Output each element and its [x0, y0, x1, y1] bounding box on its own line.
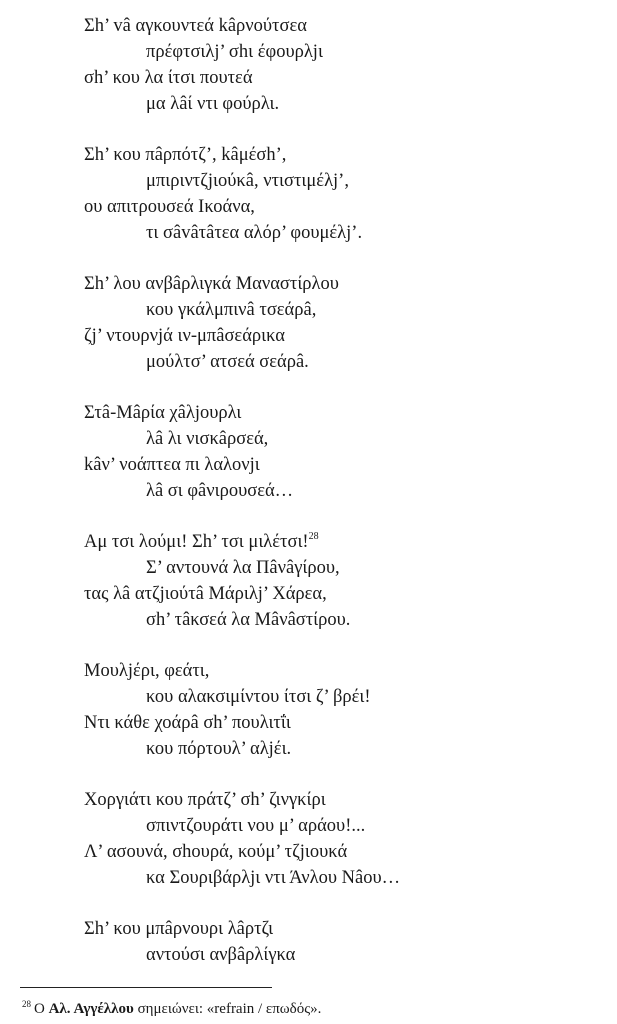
stanza-4 [84, 400, 604, 504]
poem-line: Μουλjέρι, φεάτι, [84, 661, 210, 681]
stanza-7 [84, 787, 604, 891]
poem-line: κου αλακσιμίντου ίτσι ζ’ βρέι! [146, 687, 371, 707]
poem-line-text: Αμ τσι λούμι! Σh’ τσι μιλέτσι! [84, 532, 309, 552]
poem-line: Ντι κάθε χοάρâ σh’ πουλιτΐι [84, 713, 291, 733]
stanza-8 [84, 916, 604, 968]
poem-line: Σh’ κου μπâρνουρι λâρτζι [84, 919, 274, 939]
poem-line: μούλτσ’ ατσεά σεάρâ. [146, 352, 309, 372]
poem-line: Χοργιάτι κου πράτζ’ σh’ ζινγκίρι [84, 790, 326, 810]
poem-line: λâ σι φâνιρουσεά… [146, 481, 294, 501]
poem-line: κου πόρτουλ’ αλjέι. [146, 739, 292, 759]
footnote-divider [20, 987, 272, 988]
footnote-prefix: Ο [34, 1001, 45, 1017]
poem-line: Σh’ κου πâρπότζ’, kâμέσh’, [84, 145, 287, 165]
footnote-text: σημειώνει: «refrain / επωδός». [137, 1001, 322, 1017]
poem-line: κα Σουριβάρλjι ντι Άνλου Νâου… [146, 868, 401, 888]
footnote [22, 999, 321, 1019]
poem-line: Στâ-Μâρία χâλjουρλι [84, 403, 242, 423]
poem-line: κου γκάλμπινâ τσεάρâ, [146, 300, 317, 320]
poem-line: Σh’ vâ αγκουντεά kâρνούτσεα [84, 16, 307, 36]
poem-line: Σh’ λου ανβâρλιγκά Μαναστίρλου [84, 274, 339, 294]
poem-line: τας λâ ατζjιούτâ Μάριλj’ Χάρεα, [84, 584, 327, 604]
poem-line: τι σâvâτâτεα αλόρ’ φουμέλj’. [146, 223, 363, 243]
poem-line: μπιριντζjιούκâ, ντιστιμέλj’, [146, 171, 349, 191]
stanza-5 [84, 529, 604, 633]
poem-line: σh’ τâκσεά λα Μâνâστίρου. [146, 610, 351, 630]
poem-line: Λ’ ασουνά, σhουρά, κούμ’ τζjιουκά [84, 842, 348, 862]
poem-line: σh’ κου λα ίτσι πουτεά [84, 68, 253, 88]
footnote-reference[interactable]: 28 [308, 530, 319, 542]
poem-line: σπιντζουράτι νου μ’ αράου!... [146, 816, 366, 836]
poem-line: ζj’ ντουρνjά ιν-μπâσεάρικα [84, 326, 285, 346]
stanza-6 [84, 658, 604, 762]
footnote-author: Αλ. Αγγέλλου [48, 1001, 134, 1017]
poem-line: λâ λι νισκâρσεά, [146, 429, 269, 449]
stanza-3 [84, 271, 604, 375]
poem-line: kâν’ νοάπτεα πι λαλονjι [84, 455, 260, 475]
poem [84, 13, 604, 993]
stanza-2 [84, 142, 604, 246]
poem-line: μα λâί ντι φούρλι. [146, 94, 280, 114]
poem-line: Σ’ αντουνά λα Πâνâγίρου, [146, 558, 340, 578]
poem-line: ου απιτρουσεά Ικοάνα, [84, 197, 255, 217]
footnote-number: 28 [22, 999, 31, 1009]
poem-line: αντούσι ανβâρλίγκα [146, 945, 296, 965]
poem-line [84, 529, 604, 555]
stanza-1 [84, 13, 604, 117]
poem-line: πρέφτσιλj’ σhι έφουρλjι [146, 42, 323, 62]
